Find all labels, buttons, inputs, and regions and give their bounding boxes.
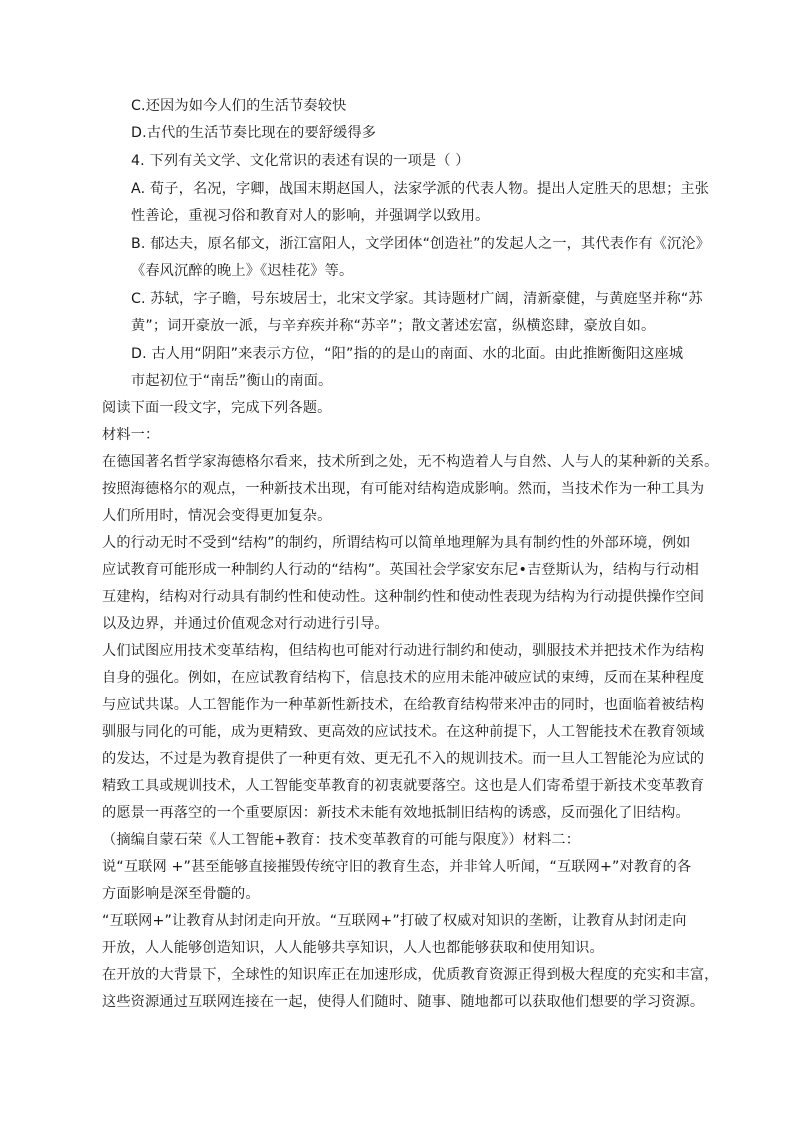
p2-line4: 以及边界，并通过价值观念对行动进行引导。	[102, 616, 389, 632]
q4-option-b-line1: B. 郁达夫，原名郁文，浙江富阳人，文学团体“创造社”的发起人之一，其代表作有《沉沦》	[131, 236, 711, 252]
p5-line1: “互联网+”让教育从封闭走向开放。“互联网+”打破了权威对知识的垄断，让教育从封闭走向	[102, 913, 687, 929]
q4-stem: 4. 下列有关文学、文化常识的表述有误的一项是（ ）	[131, 153, 470, 169]
p1-line1: 在德国著名哲学家海德格尔看来，技术所到之处，无不构造着人与自然、人与人的某种新的关系。	[102, 454, 719, 470]
q4-option-b-line2: 《春风沉醉的晚上》《迟桂花》等。	[131, 263, 354, 279]
q4-option-d-line2: 市起初位于“南岳”衡山的南面。	[131, 373, 333, 389]
p4-line1: 说“互联网 +”甚至能够直接摧毁传统守旧的教育生态，并非耸人听闻，“互联网+”对教育的各	[102, 859, 692, 875]
material1-label: 材料一：	[102, 427, 160, 443]
q4-option-c-line2: 黄”；词开豪放一派，与辛弃疾并称“苏辛”；散文著述宏富，纵横恣肆，豪放自如。	[131, 318, 656, 334]
p2-line1: 人的行动无时不受到“结构”的制约，所谓结构可以简单地理解为具有制约性的外部环境，例如	[102, 535, 691, 551]
p3-line7: 的愿景一再落空的一个重要原因：新技术未能有效地抵制旧结构的诱惑，反而强化了旧结构。	[102, 805, 690, 821]
reading-instruction: 阅读下面一段文字，完成下列各题。	[102, 400, 332, 416]
q4-option-a-line1: A. 荀子，名况，字卿，战国末期赵国人，法家学派的代表人物。提出人定胜天的思想；主张	[131, 181, 710, 197]
q3-option-c: C.还因为如今人们的生活节奏较快	[131, 98, 347, 114]
p6-line1: 在开放的大背景下，全球性的知识库正在加速形成，优质教育资源正得到极大程度的充实和丰富，	[102, 967, 719, 983]
p3-line2: 自身的强化。例如，在应试教育结构下，信息技术的应用未能冲破应试的束缚，反而在某种程度	[102, 670, 705, 686]
p2-line2: 应试教育可能形成一种制约人行动的“结构”。英国社会学家安东尼•吉登斯认为，结构与行动相	[102, 562, 700, 578]
p3-line3: 与应试共谋。人工智能作为一种革新性新技术，在给教育结构带来冲击的同时，也面临着被结构	[102, 697, 705, 713]
q3-option-d: D.古代的生活节奏比现在的要舒缓得多	[131, 125, 377, 141]
p3-line6: 精致工具或规训技术，人工智能变革教育的初衷就要落空。这也是人们寄希望于新技术变革教育	[102, 778, 705, 794]
p1-line2: 按照海德格尔的观点，一种新技术出现，有可能对结构造成影响。然而，当技术作为一种工具为	[102, 481, 705, 497]
p4-line2: 方面影响是深至骨髓的。	[102, 886, 260, 902]
q4-option-c-line1: C. 苏轼，字子瞻，号东坡居士，北宋文学家。其诗题材广阔，清新豪健，与黄庭坚并称“苏	[131, 291, 703, 307]
source-and-material2-label: （摘编自蒙石荣《人工智能+教育：技术变革教育的可能与限度》）材料二：	[102, 832, 581, 848]
p3-line1: 人们试图应用技术变革结构，但结构也可能对行动进行制约和使动，驯服技术并把技术作为结构	[102, 643, 705, 659]
p6-line2: 这些资源通过互联网连接在一起，使得人们随时、随事、随地都可以获取他们想要的学习资源。	[102, 994, 705, 1010]
p1-line3: 人们所用时，情况会变得更加复杂。	[102, 508, 332, 524]
p5-line2: 开放，人人能够创造知识，人人能够共享知识，人人也都能够获取和使用知识。	[102, 940, 604, 956]
q4-option-a-line2: 性善论，重视习俗和教育对人的影响，并强调学以致用。	[131, 208, 490, 224]
p2-line3: 互建构，结构对行动具有制约性和使动性。这种制约性和使动性表现为结构为行动提供操作空间	[102, 589, 705, 605]
p3-line4: 驯服与同化的可能，成为更精致、更高效的应试技术。在这种前提下，人工智能技术在教育领域	[102, 724, 705, 740]
q4-option-d-line1: D. 古人用“阴阳”来表示方位，“阳”指的的是山的南面、水的北面。由此推断衡阳这座城	[131, 346, 684, 362]
p3-line5: 的发达，不过是为教育提供了一种更有效、更无孔不入的规训技术。而一旦人工智能沦为应试的	[102, 751, 705, 767]
